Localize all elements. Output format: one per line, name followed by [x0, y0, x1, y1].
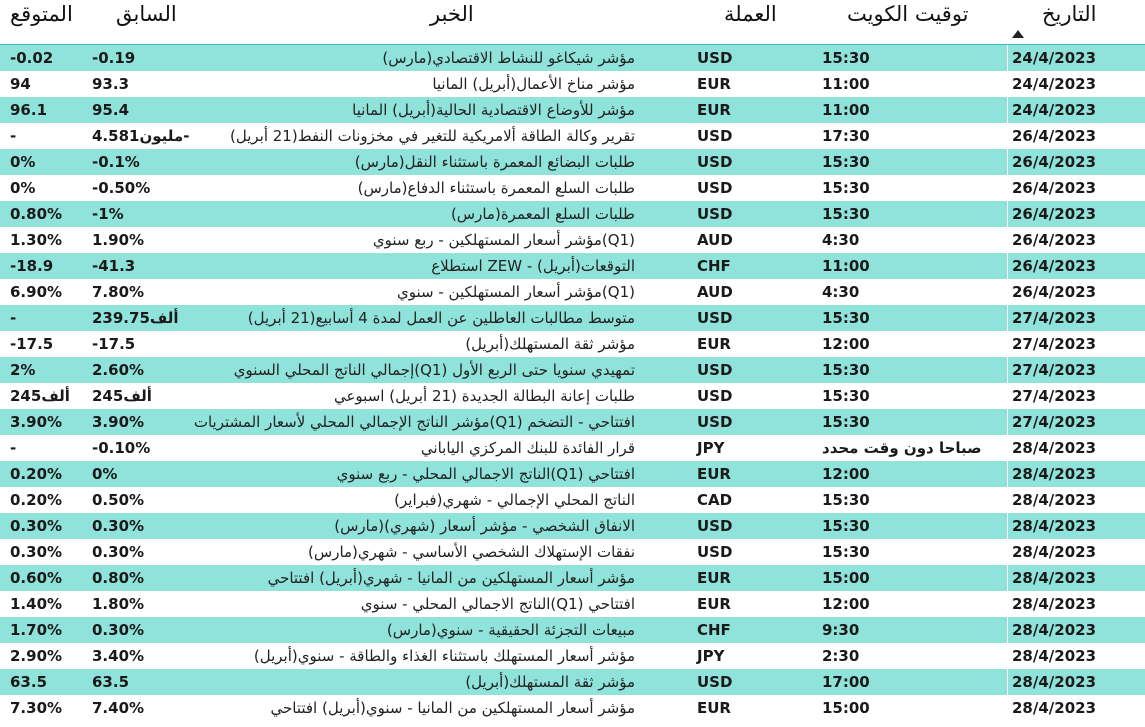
cell-expected: -17.5: [10, 335, 54, 353]
cell-currency: USD: [697, 673, 733, 691]
cell-date: 28/4/2023: [1012, 595, 1097, 613]
cell-date: 26/4/2023: [1012, 127, 1097, 145]
cell-date: 26/4/2023: [1012, 153, 1097, 171]
table-row[interactable]: [0, 487, 1145, 513]
cell-news: مؤشر ثقة المستهلك(أبريل): [465, 673, 635, 691]
cell-previous: 1.80%: [92, 595, 145, 613]
table-row[interactable]: [0, 695, 1145, 721]
cell-previous: -0.50%: [92, 179, 151, 197]
cell-expected: 0.80%: [10, 205, 63, 223]
cell-news: قرار الفائدة للبنك المركزي الياباني: [420, 439, 635, 457]
cell-currency: AUD: [697, 283, 733, 301]
cell-previous: 0.30%: [92, 517, 145, 535]
cell-currency: EUR: [697, 699, 731, 717]
cell-currency: USD: [697, 361, 733, 379]
cell-news: (Q1)مؤشر أسعار المستهلكين - سنوي: [397, 283, 635, 301]
cell-expected: 7.30%: [10, 699, 63, 717]
cell-date: 28/4/2023: [1012, 517, 1097, 535]
cell-currency: CAD: [697, 491, 733, 509]
cell-currency: USD: [697, 387, 733, 405]
cell-date: 28/4/2023: [1012, 673, 1097, 691]
cell-time: 12:00: [822, 595, 870, 613]
cell-time: 15:30: [822, 517, 870, 535]
table-row[interactable]: [0, 461, 1145, 487]
cell-previous: -1%: [92, 205, 124, 223]
cell-expected: 6.90%: [10, 283, 63, 301]
cell-date: 27/4/2023: [1012, 387, 1097, 405]
header-previous[interactable]: السابق: [116, 2, 177, 26]
cell-expected: 94: [10, 75, 31, 93]
cell-currency: USD: [697, 517, 733, 535]
table-row[interactable]: [0, 435, 1145, 461]
cell-time: صباحا دون وقت محدد: [822, 439, 982, 457]
cell-previous: -41.3: [92, 257, 136, 275]
cell-previous: 0.30%: [92, 543, 145, 561]
table-row[interactable]: [0, 565, 1145, 591]
cell-news: مؤشر ثقة المستهلك(أبريل): [465, 335, 635, 353]
cell-news: افتتاحي (Q1)الناتج الاجمالي المحلي - سنوي: [360, 595, 635, 613]
cell-time: 17:00: [822, 673, 870, 691]
cell-previous: 93.3: [92, 75, 130, 93]
cell-previous: -17.5: [92, 335, 136, 353]
cell-previous: 0.30%: [92, 621, 145, 639]
cell-news: طلبات السلع المعمرة باستثناء الدفاع(مارس): [357, 179, 635, 197]
cell-expected: -: [10, 439, 17, 457]
cell-time: 15:30: [822, 153, 870, 171]
table-header: [0, 0, 1145, 46]
header-news[interactable]: الخبر: [430, 2, 474, 26]
cell-time: 11:00: [822, 257, 870, 275]
cell-date: 26/4/2023: [1012, 231, 1097, 249]
table-row[interactable]: [0, 643, 1145, 669]
cell-news: افتتاحي - التضخم (Q1)مؤشر الناتج الإجمالي المحلي لأسعار المشتريات: [193, 413, 635, 431]
table-row[interactable]: [0, 227, 1145, 253]
cell-news: مؤشر للأوضاع الاقتصادية الحالية(أبريل) المانيا: [352, 101, 635, 119]
cell-time: 15:30: [822, 387, 870, 405]
cell-time: 15:30: [822, 543, 870, 561]
cell-previous: 0%: [92, 465, 118, 483]
cell-date: 28/4/2023: [1012, 621, 1097, 639]
cell-date: 28/4/2023: [1012, 647, 1097, 665]
table-row[interactable]: [0, 123, 1145, 149]
cell-time: 15:30: [822, 309, 870, 327]
cell-currency: USD: [697, 413, 733, 431]
cell-news: نفقات الإستهلاك الشخصي الأساسي - شهري(مارس): [308, 543, 635, 561]
table-row[interactable]: [0, 669, 1145, 695]
cell-currency: USD: [697, 179, 733, 197]
cell-time: 15:00: [822, 569, 870, 587]
table-row[interactable]: [0, 305, 1145, 331]
cell-date: 28/4/2023: [1012, 465, 1097, 483]
cell-expected: 96.1: [10, 101, 48, 119]
cell-news: مؤشر أسعار المستهلكين من المانيا - سنوي(أبريل) افتتاحي: [270, 699, 635, 717]
cell-expected: 0.30%: [10, 543, 63, 561]
cell-news: (Q1)مؤشر أسعار المستهلكين - ربع سنوي: [372, 231, 635, 249]
header-time[interactable]: توقيت الكويت: [847, 2, 969, 26]
cell-date: 26/4/2023: [1012, 257, 1097, 275]
cell-currency: JPY: [697, 439, 725, 457]
cell-previous: -0.10%: [92, 439, 151, 457]
cell-expected: 3.90%: [10, 413, 63, 431]
cell-expected: ألف245: [10, 387, 70, 405]
table-row[interactable]: [0, 513, 1145, 539]
cell-currency: USD: [697, 543, 733, 561]
cell-date: 27/4/2023: [1012, 361, 1097, 379]
cell-time: 15:30: [822, 205, 870, 223]
cell-date: 28/4/2023: [1012, 699, 1097, 717]
table-row[interactable]: [0, 45, 1145, 71]
cell-currency: USD: [697, 153, 733, 171]
cell-expected: 0%: [10, 153, 36, 171]
cell-time: 15:00: [822, 699, 870, 717]
cell-previous: ألف245: [92, 387, 152, 405]
cell-previous: 1.90%: [92, 231, 145, 249]
table-row[interactable]: [0, 539, 1145, 565]
cell-expected: 0.20%: [10, 491, 63, 509]
cell-previous: -0.1%: [92, 153, 140, 171]
cell-time: 15:30: [822, 361, 870, 379]
header-currency[interactable]: العملة: [724, 2, 777, 26]
cell-news: مؤشر أسعار المستهلك باستثناء الغذاء والطاقة - سنوي(أبريل): [253, 647, 635, 665]
cell-previous: 63.5: [92, 673, 130, 691]
cell-news: تقرير وكالة الطاقة ألامريكية للتغير في مخزونات النفط(21 أبريل): [229, 127, 635, 145]
cell-currency: CHF: [697, 257, 731, 275]
cell-expected: 2.90%: [10, 647, 63, 665]
header-expected[interactable]: المتوقع: [10, 2, 73, 26]
cell-expected: -: [10, 127, 17, 145]
table-row[interactable]: [0, 253, 1145, 279]
table-row[interactable]: [0, 149, 1145, 175]
cell-news: طلبات البضائع المعمرة باستثناء النقل(مارس): [354, 153, 635, 171]
cell-time: 2:30: [822, 647, 860, 665]
cell-currency: EUR: [697, 465, 731, 483]
cell-currency: EUR: [697, 595, 731, 613]
cell-previous: ألف239.75: [92, 309, 179, 327]
cell-date: 24/4/2023: [1012, 75, 1097, 93]
cell-time: 15:30: [822, 179, 870, 197]
table-row[interactable]: [0, 591, 1145, 617]
cell-previous: 3.90%: [92, 413, 145, 431]
cell-time: 4:30: [822, 231, 860, 249]
cell-currency: AUD: [697, 231, 733, 249]
header-date[interactable]: التاريخ: [1042, 2, 1097, 26]
table-row[interactable]: [0, 383, 1145, 409]
cell-news: متوسط مطالبات العاطلين عن العمل لمدة 4 أسابيع(21 أبريل): [247, 309, 635, 327]
table-row[interactable]: [0, 409, 1145, 435]
cell-currency: EUR: [697, 101, 731, 119]
cell-time: 4:30: [822, 283, 860, 301]
cell-date: 24/4/2023: [1012, 49, 1097, 67]
cell-date: 28/4/2023: [1012, 439, 1097, 457]
cell-expected: -: [10, 309, 17, 327]
table-row[interactable]: [0, 175, 1145, 201]
cell-expected: 0.60%: [10, 569, 63, 587]
cell-news: التوقعات(أبريل) - ZEW استطلاع: [431, 257, 635, 275]
table-row[interactable]: [0, 201, 1145, 227]
cell-currency: USD: [697, 205, 733, 223]
cell-expected: -0.02: [10, 49, 54, 67]
cell-date: 28/4/2023: [1012, 543, 1097, 561]
cell-news: طلبات السلع المعمرة(مارس): [450, 205, 635, 223]
cell-news: الناتج المحلي الإجمالي - شهري(فبراير): [394, 491, 635, 509]
cell-previous: 7.40%: [92, 699, 145, 717]
cell-time: 9:30: [822, 621, 860, 639]
cell-expected: -18.9: [10, 257, 54, 275]
cell-expected: 0.30%: [10, 517, 63, 535]
cell-previous: مليون4.581-: [92, 127, 190, 145]
cell-news: طلبات إعانة البطالة الجديدة (21 أبريل) اسبوعي: [333, 387, 635, 405]
cell-news: الانفاق الشخصي - مؤشر أسعار (شهري)(مارس): [334, 517, 635, 535]
cell-currency: EUR: [697, 569, 731, 587]
cell-time: 11:00: [822, 75, 870, 93]
cell-expected: 1.30%: [10, 231, 63, 249]
table-body: [0, 45, 1145, 721]
cell-date: 27/4/2023: [1012, 335, 1097, 353]
cell-previous: 95.4: [92, 101, 130, 119]
cell-previous: 2.60%: [92, 361, 145, 379]
table-row[interactable]: [0, 279, 1145, 305]
cell-currency: USD: [697, 127, 733, 145]
cell-currency: EUR: [697, 335, 731, 353]
cell-news: مبيعات التجزئة الحقيقية - سنوي(مارس): [386, 621, 635, 639]
table-row[interactable]: [0, 357, 1145, 383]
cell-news: مؤشر شيكاغو للنشاط الاقتصادي(مارس): [382, 49, 635, 67]
cell-previous: -0.19: [92, 49, 136, 67]
cell-news: تمهيدي سنويا حتى الربع الأول (Q1)إجمالي الناتج المحلي السنوي: [233, 361, 635, 379]
cell-date: 24/4/2023: [1012, 101, 1097, 119]
cell-previous: 0.80%: [92, 569, 145, 587]
cell-currency: EUR: [697, 75, 731, 93]
cell-currency: JPY: [697, 647, 725, 665]
sort-ascending-icon[interactable]: [1012, 30, 1024, 38]
cell-date: 28/4/2023: [1012, 491, 1097, 509]
cell-previous: 0.50%: [92, 491, 145, 509]
table-row[interactable]: [0, 97, 1145, 123]
cell-news: مؤشر مناخ الأعمال(أبريل) المانيا: [432, 75, 635, 93]
cell-time: 12:00: [822, 335, 870, 353]
cell-currency: USD: [697, 309, 733, 327]
cell-expected: 0%: [10, 179, 36, 197]
cell-date: 27/4/2023: [1012, 413, 1097, 431]
cell-previous: 7.80%: [92, 283, 145, 301]
cell-previous: 3.40%: [92, 647, 145, 665]
cell-time: 12:00: [822, 465, 870, 483]
cell-date: 26/4/2023: [1012, 179, 1097, 197]
cell-time: 15:30: [822, 491, 870, 509]
cell-expected: 1.40%: [10, 595, 63, 613]
cell-date: 27/4/2023: [1012, 309, 1097, 327]
table-row[interactable]: [0, 617, 1145, 643]
cell-time: 15:30: [822, 413, 870, 431]
cell-news: افتتاحي (Q1)الناتج الاجمالي المحلي - ربع سنوي: [336, 465, 635, 483]
cell-currency: CHF: [697, 621, 731, 639]
table-row[interactable]: [0, 71, 1145, 97]
cell-expected: 1.70%: [10, 621, 63, 639]
cell-time: 17:30: [822, 127, 870, 145]
cell-currency: USD: [697, 49, 733, 67]
table-row[interactable]: [0, 331, 1145, 357]
cell-time: 15:30: [822, 49, 870, 67]
cell-expected: 63.5: [10, 673, 48, 691]
cell-news: مؤشر أسعار المستهلكين من المانيا - شهري(أبريل) افتتاحي: [267, 569, 635, 587]
cell-expected: 0.20%: [10, 465, 63, 483]
cell-expected: 2%: [10, 361, 36, 379]
cell-date: 26/4/2023: [1012, 205, 1097, 223]
cell-date: 26/4/2023: [1012, 283, 1097, 301]
cell-time: 11:00: [822, 101, 870, 119]
cell-date: 28/4/2023: [1012, 569, 1097, 587]
